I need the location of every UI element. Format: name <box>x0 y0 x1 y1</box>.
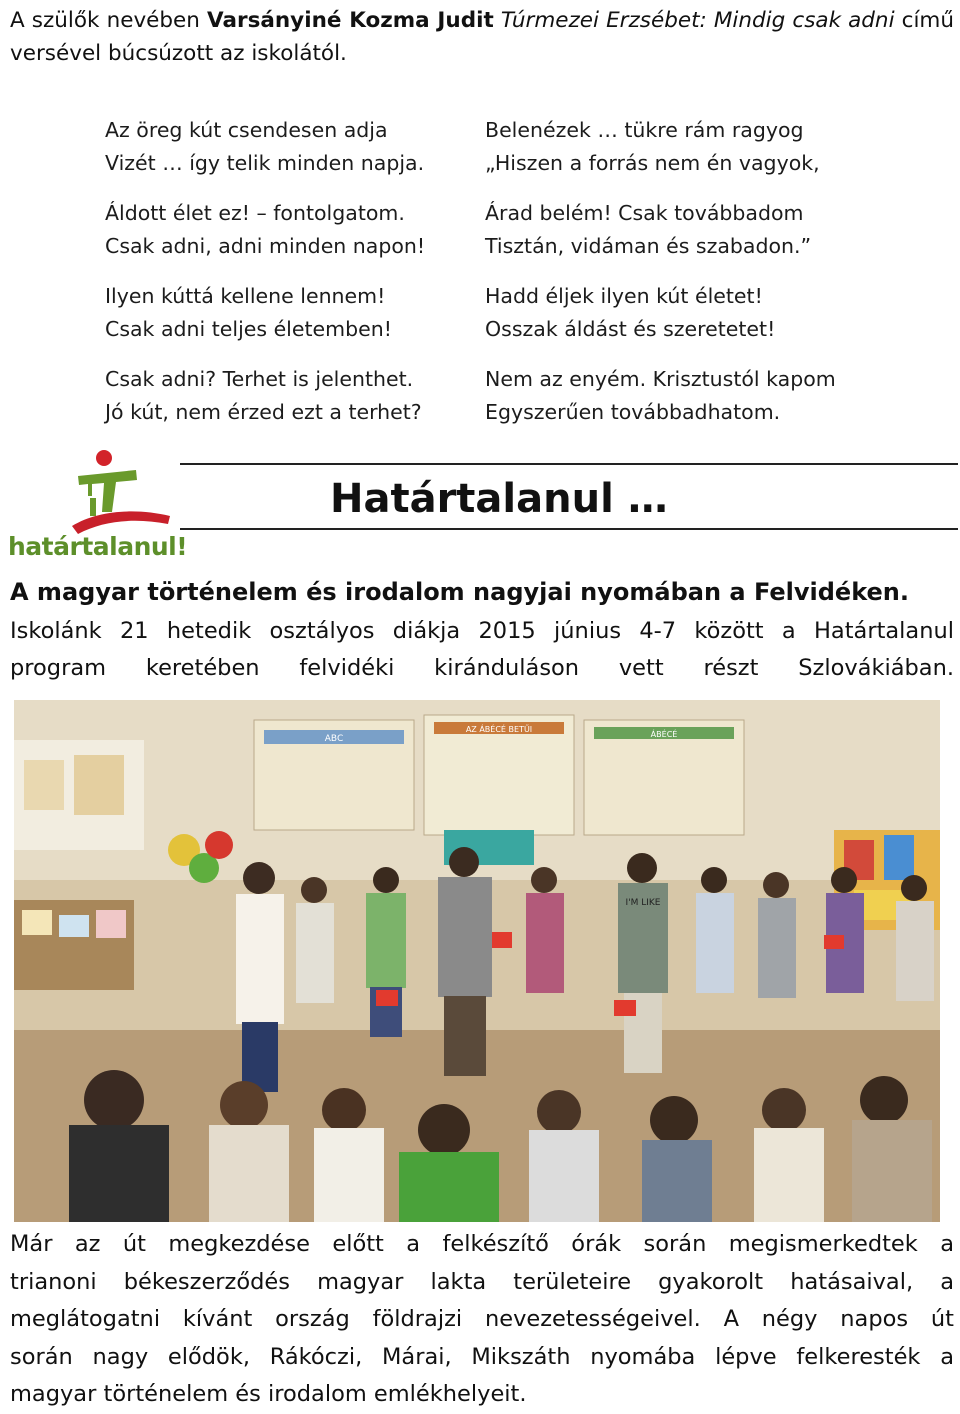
classroom-photo-illustration <box>14 700 940 1222</box>
logo-head-dot <box>96 450 112 466</box>
paragraph-line: Iskolánk 21 hetedik osztályos diákja 2015 június 4-7 között a Határtalanul <box>10 618 954 644</box>
classroom-photo <box>14 700 940 1222</box>
poem-line: Hadd éljek ilyen kút életet! <box>485 284 763 308</box>
poem-right-column <box>485 114 955 446</box>
paragraph-line: meglátogatni kívánt ország földrajzi nevezetességeivel. A négy napos út <box>10 1306 954 1332</box>
logo-text: határtalanul! <box>8 532 188 561</box>
article-paragraph <box>10 1226 954 1414</box>
intro-paragraph <box>10 4 954 70</box>
logo-leg <box>90 498 96 516</box>
paragraph-line: program keretében felvidéki kiránduláson vett részt Szlovákiában. <box>10 655 954 681</box>
section-title: Határtalanul … <box>330 476 668 522</box>
logo-base-swoosh <box>72 511 170 534</box>
poem-line: Csak adni? Terhet is jelenthet. <box>105 367 414 391</box>
paragraph-line: Már az út megkezdése előtt a felkészítő órák során megismerkedtek a <box>10 1231 954 1257</box>
poem-line: Csak adni, adni minden napon! <box>105 234 426 258</box>
poem-stanza <box>485 280 955 346</box>
logo-figure-icon <box>8 448 180 538</box>
poem-stanza <box>485 363 955 429</box>
poem-stanza <box>485 114 955 180</box>
poem-line: Belenézek … tükre rám ragyog <box>485 118 804 142</box>
poem-stanza <box>105 280 485 346</box>
poem-stanza <box>485 197 955 263</box>
hatartalanul-logo <box>8 448 188 570</box>
poem-line: Ilyen kúttá kellene lennem! <box>105 284 386 308</box>
intro-author: Varsányiné Kozma Judit <box>207 8 494 33</box>
poem-line: Áldott élet ez! – fontolgatom. <box>105 201 405 225</box>
poem-line: Nem az enyém. Krisztustól kapom <box>485 367 836 391</box>
poem-line: Osszak áldást és szeretetet! <box>485 317 776 341</box>
poem-stanza <box>105 363 485 429</box>
poster-title: ABC <box>324 734 344 744</box>
intro-prefix: A szülők nevében <box>10 8 207 33</box>
poem-line: Árad belém! Csak továbbadom <box>485 201 804 225</box>
paragraph-line: magyar történelem és irodalom emlékhelyeit. <box>10 1381 527 1407</box>
logo-figure-shape <box>78 470 137 512</box>
poem-line: Egyszerűen továbbadhatom. <box>485 400 781 424</box>
poem-line: Tisztán, vidáman és szabadon.” <box>485 234 812 258</box>
shirt-text: I'M LIKE <box>625 898 661 908</box>
poster-title: AZ ÁBÉCÉ BETŰI <box>465 725 533 734</box>
title-rule-top <box>180 463 958 465</box>
intro-poem-reference: Túrmezei Erzsébet: Mindig csak adni <box>500 8 895 33</box>
poem-line: „Hiszen a forrás nem én vagyok, <box>485 151 820 175</box>
poem-stanza <box>105 114 485 180</box>
poem-line: Vizét … így telik minden napja. <box>105 151 425 175</box>
poem-line: Az öreg kút csendesen adja <box>105 118 388 142</box>
poster-title: ÁBÉCÉ <box>650 730 678 739</box>
title-rule-bottom <box>180 528 958 530</box>
section-subheading: A magyar történelem és irodalom nagyjai nyomában a Felvidéken. <box>10 578 909 606</box>
poem-stanza <box>105 197 485 263</box>
paragraph-line: trianoni békeszerződés magyar lakta területeire gyakorolt hatásaival, a <box>10 1268 954 1295</box>
intro-suffix: című versével búcsúzott az iskolától. <box>10 8 955 66</box>
poem-line: Csak adni teljes életemben! <box>105 317 392 341</box>
paragraph-line: során nagy elődök, Rákóczi, Márai, Mikszáth nyomába lépve felkeresték a <box>10 1343 954 1370</box>
poem-line: Jó kút, nem érzed ezt a terhet? <box>105 400 422 424</box>
intro-article-paragraph <box>10 613 954 687</box>
poem-left-column <box>105 114 485 446</box>
